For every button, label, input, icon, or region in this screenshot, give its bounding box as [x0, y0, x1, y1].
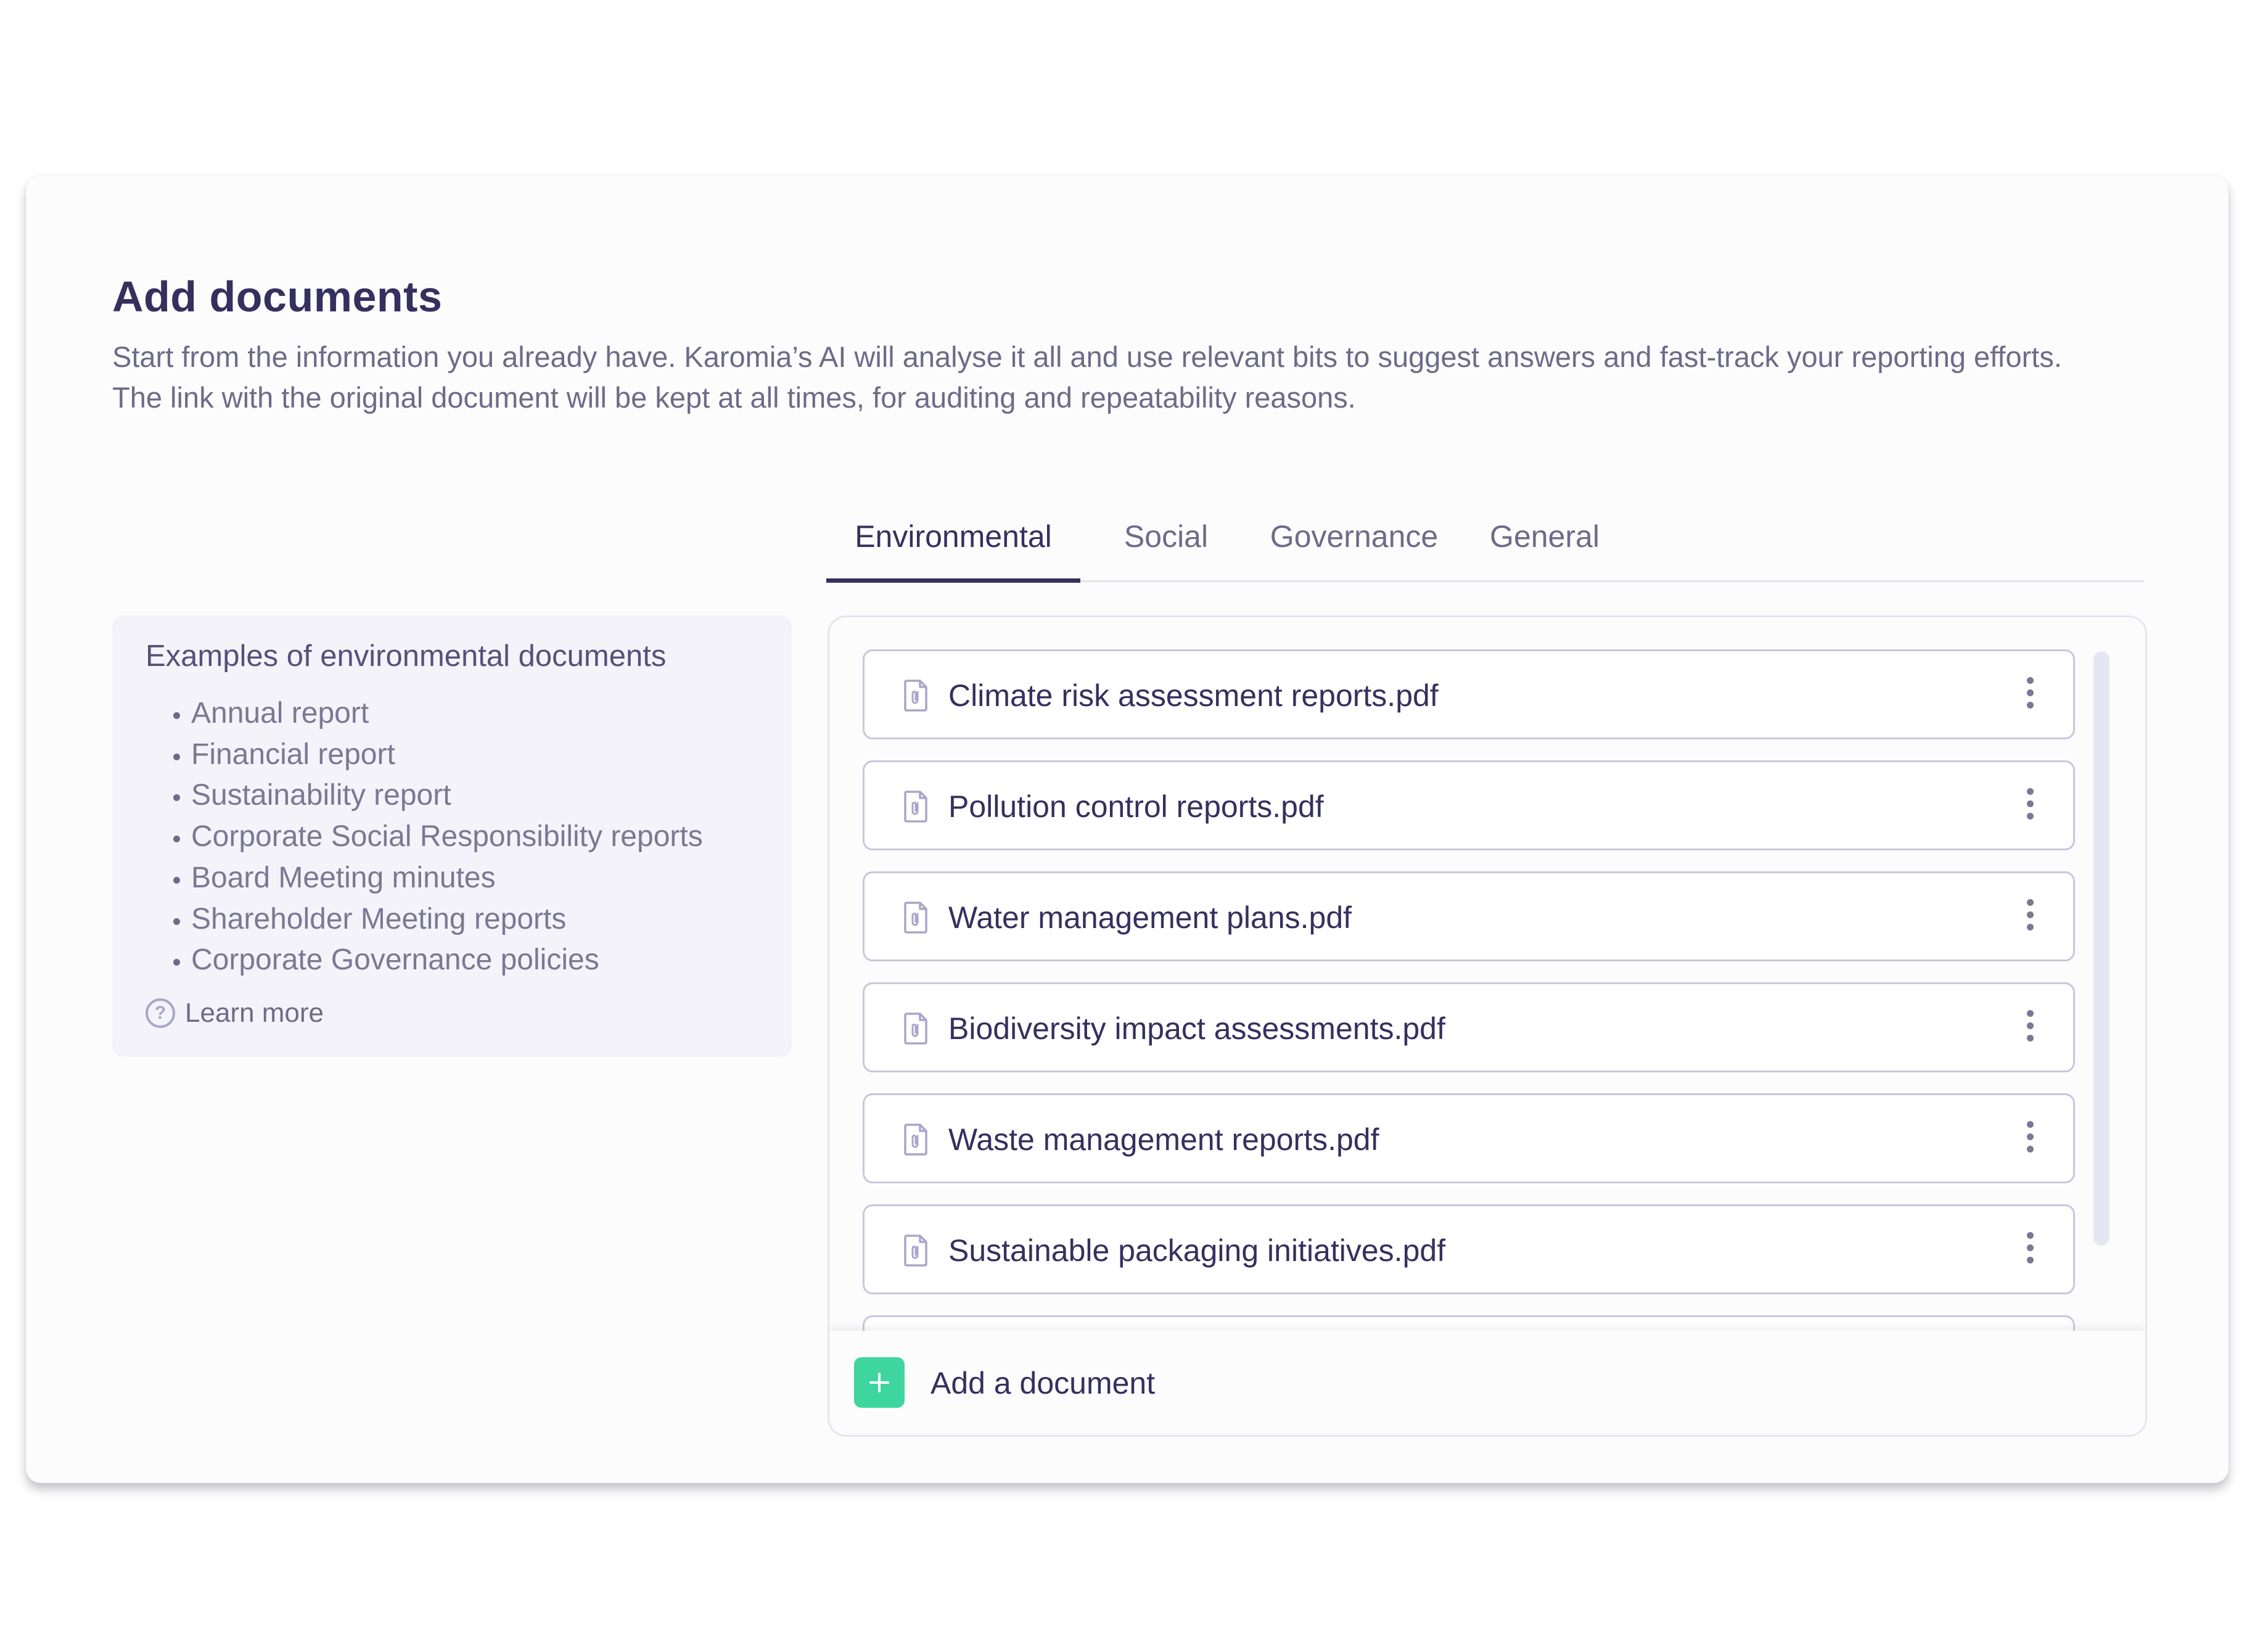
pdf-file-icon	[904, 680, 929, 712]
more-options-icon[interactable]	[2024, 677, 2036, 715]
more-options-icon[interactable]	[2024, 1121, 2036, 1159]
document-name: Pollution control reports.pdf	[948, 789, 1324, 824]
document-item[interactable]	[863, 1093, 2075, 1183]
list-item: • Corporate Governance policies	[191, 940, 703, 981]
learn-more-link[interactable]	[146, 998, 324, 1029]
help-circle-icon: ?	[146, 998, 175, 1028]
list-item: • Financial report	[191, 734, 703, 776]
plus-icon	[867, 1370, 892, 1395]
document-name: Biodiversity impact assessments.pdf	[948, 1011, 1445, 1046]
add-document-footer	[829, 1331, 2145, 1435]
more-options-icon[interactable]	[2024, 899, 2036, 937]
tab-general[interactable]: General	[1490, 519, 1600, 554]
pdf-file-icon	[904, 902, 929, 934]
examples-list	[146, 693, 703, 981]
page-description: Start from the information you already have. Karomia’s AI will analyse it all and use relevant bits to suggest answers and fast-track your reporting efforts. The link with the original document will be kept at all times, for auditing and repeatability reasons.	[112, 340, 2062, 414]
document-item[interactable]	[863, 1204, 2075, 1294]
examples-panel	[112, 615, 792, 1057]
learn-more-label: Learn more	[185, 998, 324, 1028]
tab-social[interactable]: Social	[1123, 519, 1209, 554]
add-document-button[interactable]	[854, 1357, 905, 1408]
page-title: Add documents	[112, 273, 443, 321]
document-item[interactable]	[863, 649, 2075, 739]
list-item: • Shareholder Meeting reports	[191, 899, 703, 940]
pdf-file-icon	[904, 1013, 929, 1045]
pdf-file-icon	[904, 1124, 929, 1156]
document-item[interactable]	[863, 982, 2075, 1072]
category-tabs	[826, 506, 2145, 582]
scrollbar[interactable]	[2093, 651, 2109, 1246]
more-options-icon[interactable]	[2024, 788, 2036, 826]
list-item: • Board Meeting minutes	[191, 858, 703, 899]
more-options-icon[interactable]	[2024, 1232, 2036, 1270]
list-item: • Annual report	[191, 693, 703, 734]
add-document-label[interactable]: Add a document	[930, 1366, 1156, 1400]
document-name: Waste management reports.pdf	[948, 1122, 1379, 1157]
document-name: Climate risk assessment reports.pdf	[948, 678, 1439, 713]
tab-governance[interactable]: Governance	[1270, 519, 1439, 554]
pdf-file-icon	[904, 1235, 929, 1267]
examples-title: Examples of environmental documents	[146, 639, 667, 673]
document-name: Water management plans.pdf	[948, 900, 1352, 935]
document-name: Sustainable packaging initiatives.pdf	[948, 1233, 1446, 1268]
tab-environmental[interactable]: Environmental	[826, 506, 1080, 583]
more-options-icon[interactable]	[2024, 1010, 2036, 1048]
list-item: • Sustainability report	[191, 775, 703, 816]
pdf-file-icon	[904, 791, 929, 823]
documents-panel	[828, 615, 2147, 1437]
document-item[interactable]	[863, 760, 2075, 850]
list-item: • Corporate Social Responsibility reports	[191, 816, 703, 858]
document-item[interactable]	[863, 871, 2075, 961]
